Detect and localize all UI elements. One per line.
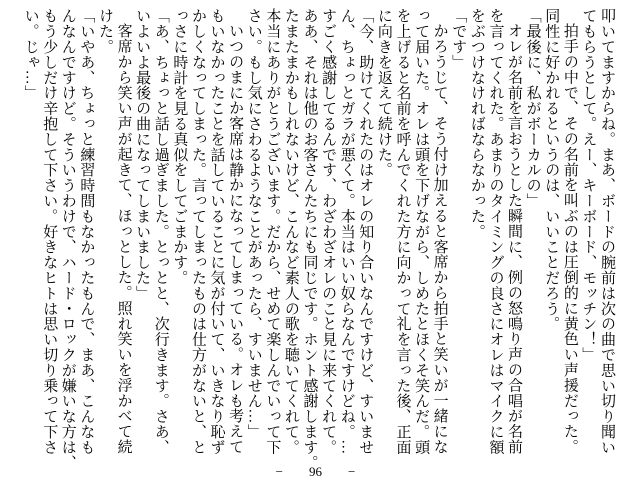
text-line: 「です」	[450, 8, 467, 70]
text-line: さい。もし気にさわるようなことがあったら、すいません…」	[245, 8, 262, 440]
text-line: 本当にありがとうございます。だから、せめて楽しんでいって下	[264, 8, 281, 455]
text-line: いつのまにか客席は静かになってしまっている。オレも考えて	[227, 23, 244, 455]
text-line: っさに時計を見る真似をしてごまかす。	[171, 8, 188, 286]
text-line: 「今、助けてくれたのはオレの知り合いなんですけど、すいませ	[357, 8, 374, 455]
text-line: いよいよ最後の曲になってしまいました」	[134, 8, 151, 301]
text-line: もいなかったことを話していることに気が付いて、いきなり恥ず	[208, 8, 225, 455]
text-line: ん、ちょっとガラが悪くて。本当はいい奴らなんですけどね。…	[338, 8, 355, 455]
text-line: 同性に好かれるというのは、いいことだろう。	[543, 8, 560, 332]
text-line: かしくなってしまった。言ってしまったものは仕方がないと、と	[189, 8, 206, 455]
text-line: 拍手の中で、その名前を叫ぶのは圧倒的に黄色い声援だった。	[561, 23, 578, 455]
text-line: 叩いてますからね。まあ、ボードの腕前は次の曲で思い切り聞い	[599, 8, 615, 455]
text-line: てもらうとして。えー、キーボード、モッチン！」	[580, 8, 597, 363]
text-line: 客席から笑い声が起きて、ほっとした。照れ笑いを浮かべて続	[115, 23, 132, 455]
text-line: んなんですけど。そういうわけで、ハード・ロックが嫌いな方は、	[59, 8, 76, 470]
text-line: すごく感謝してるんです、わざわざオレのこと見に来てくれて。	[320, 8, 337, 455]
text-line: を言ってくれた。あまりのタイミングの良さにオレはマイクに額	[487, 8, 504, 455]
text-line: かろうじて、そう付け加えると客席から拍手と笑いが一緒にな	[431, 23, 448, 455]
text-line: をぶつけなければならなかった。	[468, 8, 485, 239]
text-line: を上げると名前を呼んでくれた方に向かって礼を言った後、正面	[394, 8, 411, 455]
text-line: って届いた。オレは頭を下げながら、しめたとほくそ笑んだ。頭	[413, 8, 430, 455]
text-line: オレが名前を言おうとした瞬間に、例の怒鳴り声の合唱が名前	[506, 23, 523, 455]
page-number: 96	[309, 464, 322, 479]
page-text	[21, 8, 616, 474]
text-line: い。じゃ…」	[22, 8, 39, 101]
text-line: もう少しだけ辛抱して下さい。好きなヒトは思い切り乗って下さ	[41, 8, 58, 455]
text-line: ああ、それは他のお客さんたちにも同じです。ホント感謝します。	[301, 8, 318, 470]
text-line: 「あ、ちょっと話し過ぎました。とっとと、次行きます。さあ、	[152, 8, 169, 455]
page-footer	[0, 464, 631, 480]
text-line: に向きを返えて続けた。	[375, 8, 392, 178]
footer-dash-right: −	[348, 464, 356, 479]
text-line: 「いやあ、ちょっと練習時間もなかったもんで、まあ、こんなも	[78, 8, 95, 455]
text-line: 「最後に、私がボーカルの」	[524, 8, 541, 209]
text-line: たまたまかもしれないけど、こんなど素人の歌を聴いてくれて。	[282, 8, 299, 455]
footer-dash-left: −	[275, 464, 283, 479]
text-line: けた。	[96, 8, 113, 55]
